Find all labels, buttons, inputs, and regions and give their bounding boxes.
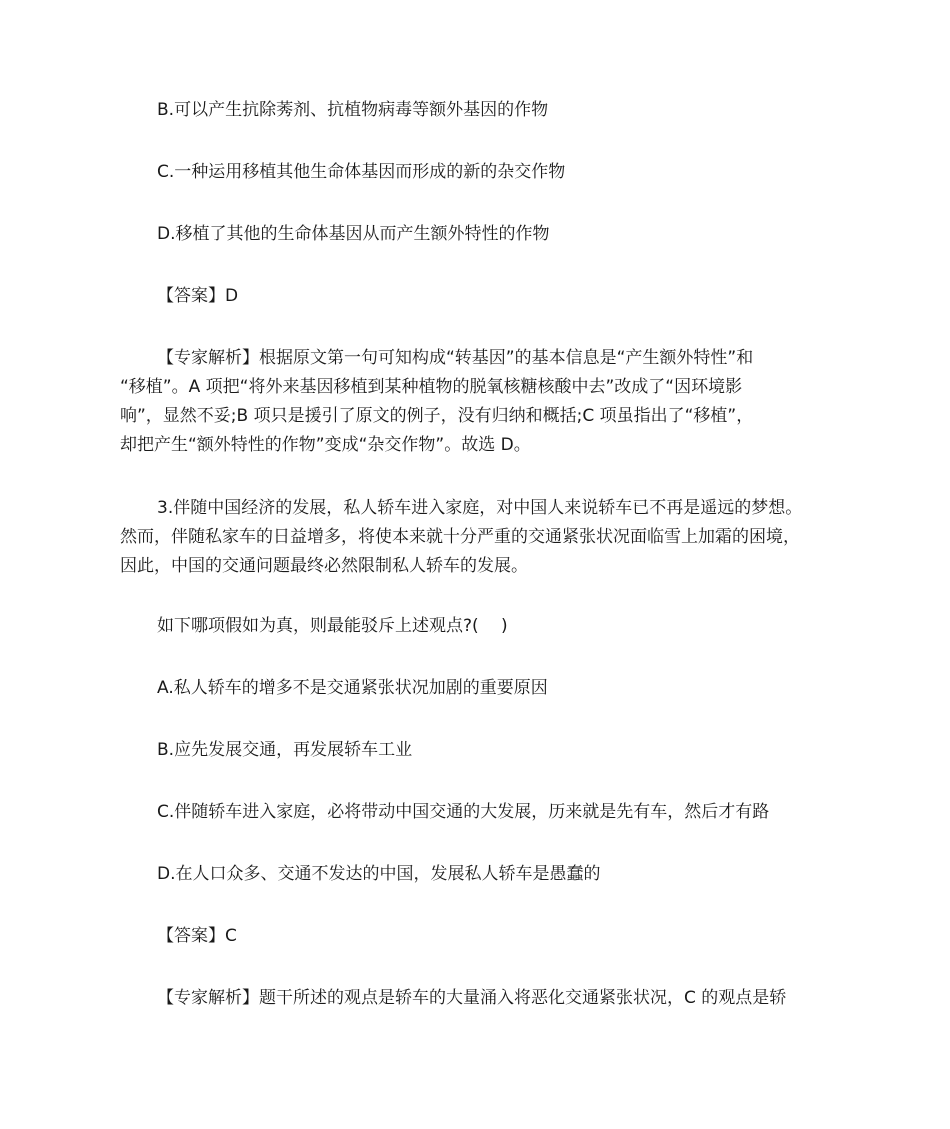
q3-stem-line-1: 3.伴随中国经济的发展，私人轿车进入家庭，对中国人来说轿车已不再是遥远的梦想。: [157, 498, 803, 518]
q3-stem-line-2: 然而，伴随私家车的日益增多，将使本来就十分严重的交通紧张状况面临雪上加霜的困境，: [120, 527, 800, 547]
q3-option-d: D.在人口众多、交通不发达的中国，发展私人轿车是愚蠢的: [157, 864, 601, 884]
q3-answer: 【答案】C: [157, 926, 237, 946]
q2-option-d: D.移植了其他的生命体基因从而产生额外特性的作物: [157, 224, 550, 244]
q2-answer: 【答案】D: [157, 286, 239, 306]
q2-analysis-line-2: “移植”。A 项把“将外来基因移植到某种植物的脱氧核糖核酸中去”改成了“因环境影: [120, 377, 743, 397]
q2-analysis: [120, 344, 835, 460]
q2-analysis-line-4: 却把产生“额外特性的作物”变成“杂交作物”。故选 D。: [120, 435, 531, 455]
q2-option-b: B.可以产生抗除莠剂、抗植物病毒等额外基因的作物: [157, 100, 549, 120]
q3-stem-line-3: 因此，中国的交通问题最终必然限制私人轿车的发展。: [120, 556, 528, 576]
q3-option-b: B.应先发展交通，再发展轿车工业: [157, 740, 413, 760]
q3-stem: [120, 494, 835, 581]
q3-option-c: C.伴随轿车进入家庭，必将带动中国交通的大发展，历来就是先有车，然后才有路: [157, 802, 770, 822]
q2-option-c: C.一种运用移植其他生命体基因而形成的新的杂交作物: [157, 162, 566, 182]
q3-option-a: A.私人轿车的增多不是交通紧张状况加剧的重要原因: [157, 678, 548, 698]
q2-analysis-line-1: 【专家解析】根据原文第一句可知构成“转基因”的基本信息是“产生额外特性”和: [157, 348, 754, 368]
q3-question: 如下哪项假如为真，则最能驳斥上述观点?( ): [157, 616, 508, 636]
q2-analysis-line-3: 响”，显然不妥;B 项只是援引了原文的例子，没有归纳和概括;C 项虽指出了“移植”，: [120, 406, 754, 426]
q3-analysis: 【专家解析】题干所述的观点是轿车的大量涌入将恶化交通紧张状况，C 的观点是轿: [157, 988, 787, 1008]
